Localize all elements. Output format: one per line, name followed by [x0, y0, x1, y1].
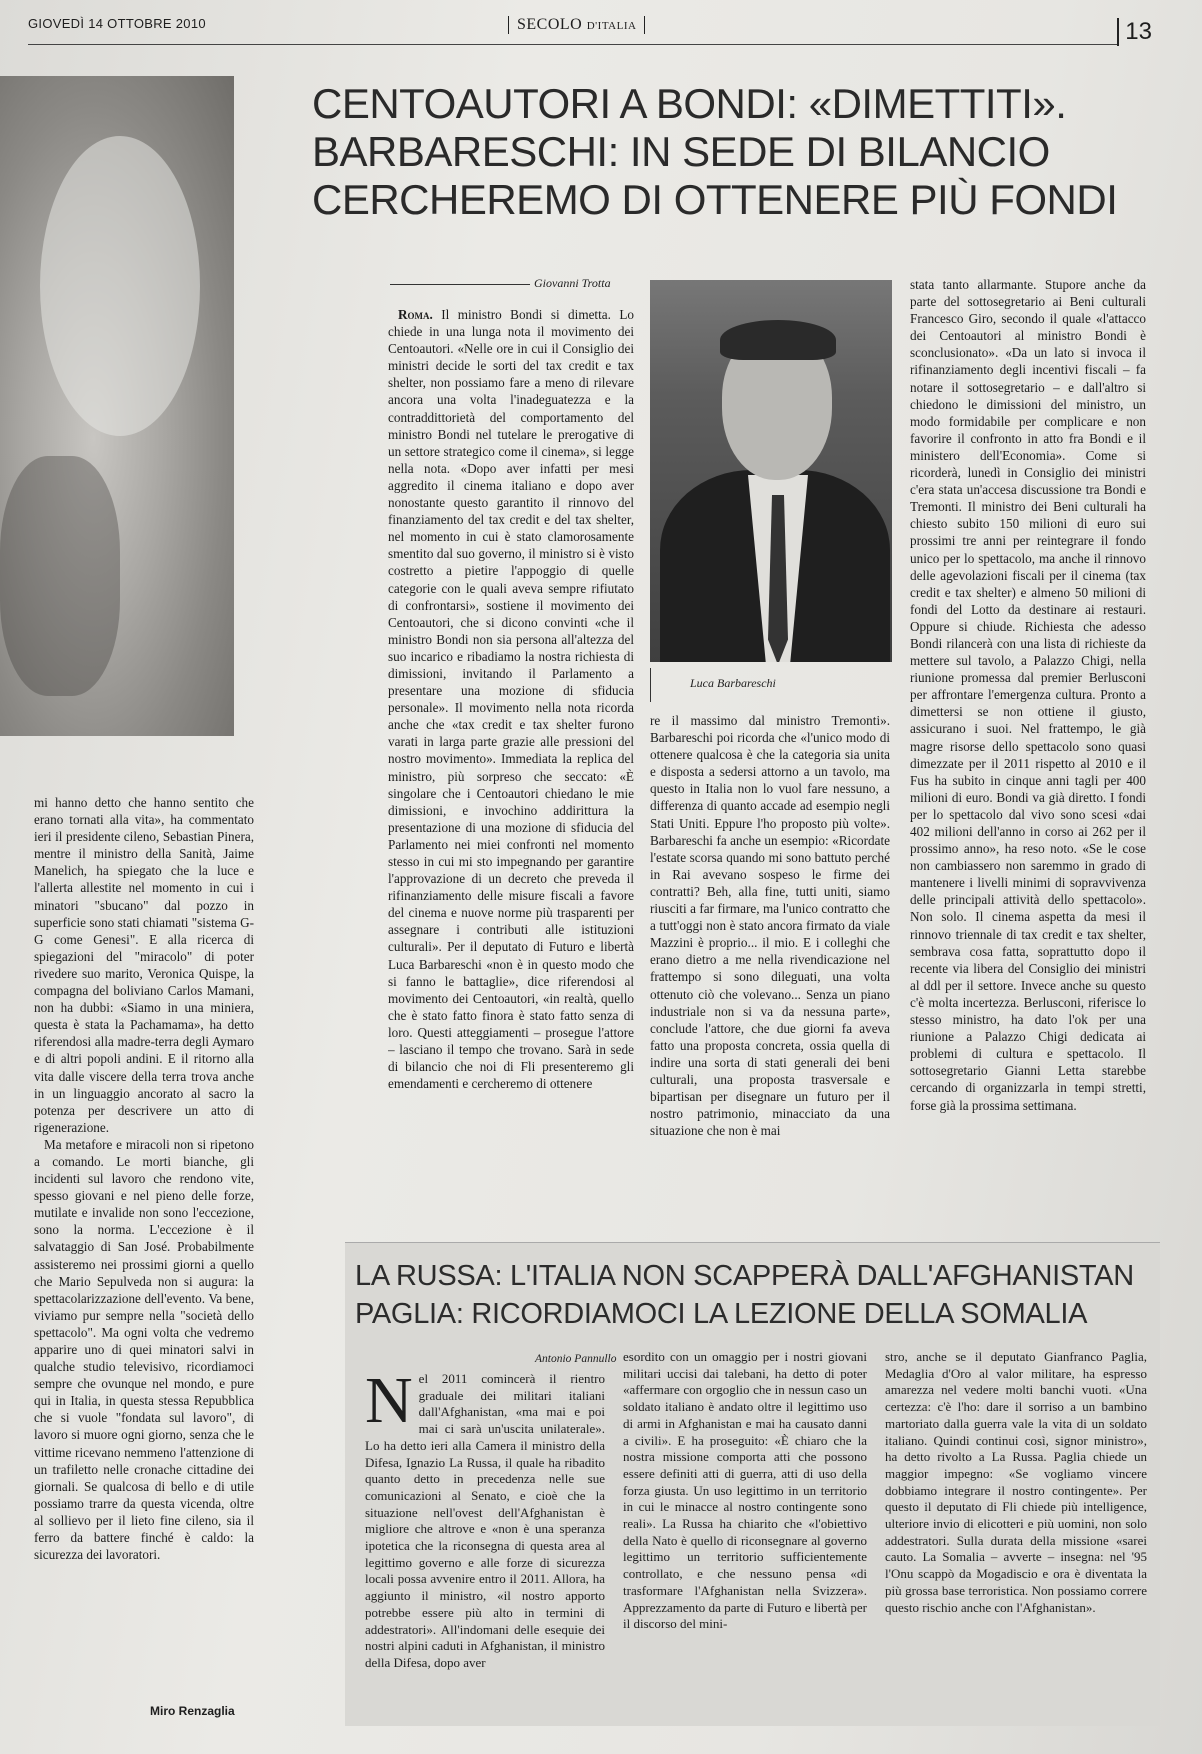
- header-rule: [28, 44, 1118, 45]
- box-headline-line: PAGLIA: RICORDIAMOCI LA LEZIONE DELLA SOMALIA: [355, 1298, 1088, 1330]
- column-text: Ma metafore e miracoli non si ripetono a comando. Le morti bianche, gli incidenti sul lavoro che rendono vite, spesso giovani e nel pieno delle forze, mutilate e invalide non sono l'eccezione, sono la norma. L'eccezione è il salvataggio di San José. Probabilmente assisteremo nei prossimi giorni a quello che Mario Sepulveda non si augura: la spettacolarizzazione dell'evento. Va bene, viviamo pur sempre nella "società dello spettacolo". Ma ogni volta che vedremo apparire uno di quei minatori salvi in qualche studio televisivo, ricordiamoci sempre che ovunque nel mondo, e pure qui in Italia, in questa stessa Repubblica che si vuole "fondata sul lavoro", di lavoro si muore ogni giorno, senza che le vittime ricevano nemmeno l'attenzione di un trafiletto nelle cronache cittadine dei giornali. Se qualcosa di bello e di utile possiamo trarre da questa vicenda, oltre al sollievo per il lieto fine cileno, sia il ferro da battere finché è caldo: la sicurezza dei lavoratori.: [34, 1136, 254, 1563]
- byline-rule: [390, 284, 530, 285]
- box-column-2: [623, 1349, 867, 1721]
- column-text: stro, anche se il deputato Gianfranco Paglia, Medaglia d'Oro al valor militare, ha espresso amarezza nel vedere molti banchi vuoti. «Una certezza: c'è l'ho: dare il sorriso a un bambino martoriato dalla guerra vale la vita di un soldato italiano. Quindi continui così, signor ministro», ha detto rivolto a La Russa. Paglia chiede un maggior impegno: «Se vogliamo vincere dobbiamo integrare il nostro contingente». Per questo il deputato di Fli chiede più intelligence, ulteriore invio di elicotteri e più uomini, non solo addestratori. Sulla durata della missione «sarei cauto. La Somalia – avverte – insegna: nel '95 l'Onu scappò da Mogadiscio e ora è diventata la più grossa base terroristica. Non possiamo correre questo rischio anche con l'Afghanistan».: [885, 1349, 1147, 1615]
- column-text: esordito con un omaggio per i nostri giovani militari uccisi dai talebani, ha detto di poter «affermare con orgoglio che in nessun caso un soldato italiano è andato oltre il legittimo uso di armi in Afghanistan e mai ha causato danni a civili». E ha proseguito: «È chiaro che la nostra missione comporta atti che possono essere definiti atti di guerra, atti di uso della forza giusta. Un uso legittimo in un territorio in cui le minacce al nostro contingente sono reali». La Russa ha chiarito che «l'obiettivo della Nato è quello di riconsegnare al governo legittimo un territorio sufficientemente controllato, e che nessuno pensa «di trasformare l'Afghanistan nella Svizzera». Apprezzamento da parte di Futuro e libertà per il discorso del mini-: [623, 1349, 867, 1632]
- russa-article-box: [345, 1242, 1160, 1726]
- main-byline: Giovanni Trotta: [534, 276, 611, 290]
- column-text: el 2011 comincerà il rientro graduale dei militari italiani dall'Afghanistan, «ma mai e poi mai ci sarà un'uscita unilaterale». Lo ha detto ieri alla Camera il ministro della Difesa, Ignazio La Russa, il quale ha ribadito quanto detto in precedenza nelle sue comunicazioni al Senato, e cioè che la situazione nell'ovest dell'Afghanistan è migliore che altrove e «non è una speranza ipotetica che la riconsegna di questa area al legittimo governo e alle forze di sicurezza locali possa avvenire entro il 2011. Allora, ha aggiunto il ministro, «il nostro apporto potrebbe essere più alto in termini di addestratori». All'indomani delle esequie dei nostri alpini caduti in Afghanistan, il ministro della Difesa, dopo aver: [365, 1371, 605, 1670]
- paper-name: SECOLO: [517, 16, 583, 33]
- barbareschi-photo: [650, 280, 892, 662]
- photo-hair: [720, 320, 836, 360]
- headline-line: BARBARESCHI: IN SEDE DI BILANCIO: [312, 128, 1050, 175]
- photo-caption: Luca Barbareschi: [690, 676, 776, 690]
- column-text: Il ministro Bondi si dimetta. Lo chiede in una lunga nota il movimento dei Centoautori. «Nelle ore in cui il Consiglio dei ministri decide le sorti del tax credit e tax shelter, non possiamo fare a meno di rilevare ancora una volta l'inadeguatezza e la contraddittorietà del comportamento del ministro Bondi nel tutelare le prerogative di un settore strategico come il cinema», si legge nella nota. «Dopo aver infatti per mesi aggredito il cinema italiano e dopo aver nonostante questo garantito il rinnovo del finanziamento del tax credit e del tax shelter, nel momento in cui è stato clamorosamente smentito dal suo governo, il ministro si è visto costretto a pietire l'appoggio di quelle categorie con le quali aveva sempre rifiutato di confrontarsi», sostiene il movimento dei Centoautori, che si dicono convinti «che il ministro Bondi non sia persona all'altezza del suo incarico e ribadiamo la nostra richiesta di dimissioni, invitando il Parlamento a presentare una mozione di sfiducia personale». Il movimento nella nota ricorda anche che «tax credit e tax shelter furono varati in larga parte grazie alle pressioni del nostro movimento». Immediata la replica del ministro, più sorpreso che seccato: «È singolare che i Centoautori chiedano le mie dimissioni, e invochino addirittura la presentazione di una mozione di sfiducia del Parlamento nei miei confronti nel momento stesso in cui mi sto impegnando per garantire l'approvazione di un decreto che preveda il rifinanziamento delle misure fiscali a favore del cinema e nuove norme più trasparenti per assegnare i contributi alle istituzioni culturali». Per il deputato di Futuro e libertà Luca Barbareschi «non è in questo modo che si fanno le battaglie», dice riferendosi al movimento dei Centoautori, «in realtà, quello che è stato fatto finora è stato fatto senza di loro. Questi atteggiamenti – prosegue l'attore – lasciano il tempo che trovano. Sarà in sede di bilancio che noi di Fli presenteremo gli emendamenti e cercheremo di ottenere: [388, 307, 634, 1092]
- left-article-signature: Miro Renzaglia: [150, 1704, 235, 1718]
- page-number: 13: [1117, 18, 1152, 46]
- headline-line: CERCHEREMO DI OTTENERE PIÙ FONDI: [312, 176, 1118, 223]
- left-article-photo: [0, 76, 234, 736]
- photo-highlight: [40, 136, 200, 436]
- main-article-column-2: [650, 712, 890, 1186]
- left-article-column: [34, 794, 254, 1704]
- main-article-column-3: [910, 276, 1146, 1186]
- box-byline: Antonio Pannullo: [535, 1353, 617, 1365]
- header-paper-name: [508, 16, 645, 34]
- box-headline: [355, 1257, 1155, 1333]
- drop-cap: N: [365, 1371, 413, 1437]
- column-text: mi hanno detto che hanno sentito che erano tornati alla vita», ha commentato ieri il presidente cileno, Sebastian Pinera, mentre il ministro della Sanità, Jaime Manelich, ha spiegato che la luce e l'allerta allestite nel momento in cui i minatori "sbucano" dal pozzo in superficie sono stati chiamati "sistema G-G come Genesi". E alla ricerca di spiegazioni del "miracolo" di poter rivedere suo marito, Veronica Quispe, la compagna del boliviano Carlos Mamani, non ha dubbi: «Siamo in una miniera, questa è stata la Pachamama», ha detto riferendosi alla madre-terra degli Aymaro e di altri popoli andini. E il ritorno alla vita dalle viscere della terra trova anche in un linguaggio ancorato al sacro la potenza per descrivere un atto di rigenerazione.: [34, 795, 254, 1135]
- caption-rule: [650, 668, 651, 702]
- main-headline: [312, 80, 1152, 224]
- column-text: stata tanto allarmante. Stupore anche da parte del sottosegretario ai Beni culturali Francesco Giro, secondo il quale «l'attacco dei Centoautori al ministro Bondi è sconclusionato». «Da un lato si invoca il rifinanziamento degli incentivi fiscali – fa notare il sottosegretario – e dall'altro si chiedono le dimissioni del ministro, un modo formidabile per complicare e non favorire il confronto in atto fra Bondi e il ministero dell'Economia». Come si ricorderà, lunedì in Consiglio dei ministri c'era stata un'accesa discussione tra Bondi e Tremonti. Il ministro dei Beni culturali ha chiesto subito 150 milioni di euro sui prossimi tre anni per reintegrare il fondo unico per lo spettacolo, ma anche il rinnovo delle agevolazioni fiscali per il cinema (tax credit e tax shelter) e almeno 50 milioni di fondi del Lotto da destinare ai restauri. Oppure si chiude. Richiesta che adesso Bondi rilancerà con una lista di richieste da mettere sul tavolo, a Palazzo Chigi, nella riunione promessa dal premier Berlusconi per affrontare l'emergenza cultura. Pronto a dimettersi se non ottiene il giusto, assicurano i suoi. Nel frattempo, le già magre risorse dello spettacolo sono quasi dimezzate per il 2011 rispetto al 2010 e il Fus ha subito in cinque anni tagli per 400 milioni di euro. Bondi va già diretto. I fondi per lo spettacolo dal vivo sono scesi «dai 402 milioni dell'anno in corso ai 262 per il prossimo anno», ha reso noto. «Se le cose non cambiassero non saremmo in grado di mantenere i livelli minimi di sopravvivenza delle principali attività dello spettacolo». Non solo. Il cinema aspetta da mesi il rinnovo triennale di tax credit e tax shelter, sembrava cosa fatta, soprattutto dopo il recente via libera del Consiglio dei ministri al ddl per il settore. Invece anche su questo c'è molta incertezza. Berlusconi, riferisce lo stesso ministro, ha dato l'ok per una riunione a Palazzo Chigi dedicata ai problemi di cultura e spettacolo. Il sottosegretario Gianni Letta starebbe cercando di organizzarla in tempi stretti, forse già la prossima settimana.: [910, 277, 1146, 1113]
- page-header: [28, 12, 1152, 52]
- box-column-1: [365, 1371, 605, 1721]
- column-text: re il massimo dal ministro Tremonti». Barbareschi poi ricorda che «l'unico modo di ottenere qualcosa è che la categoria sia unita e disposta a sedersi attorno a un tavolo, ma questo in Italia non lo vuol fare nessuno, a differenza di quanto accade ad esempio negli Stati Uniti. Eppure l'ho proposto più volte». Barbareschi fa anche un esempio: «Ricordate l'estate scorsa quando mi sono battuto perché in Rai avevano sospeso le firme dei contratti? Beh, alla fine, tutti uniti, siamo riusciti a far firmare, ma l'unico contratto che a tutt'oggi non è stato ancora firmato da viale Mazzini è proprio... il mio. E i colleghi che erano dietro a me nella rivendicazione nel frattempo si sono dileguati, una volta ottenuto ciò che volevano... Senza un piano industriale non si va da nessuna parte», conclude l'attore, che due giorni fa aveva fatto una proposta concreta, ossia quella di indire una sorta di stati generali dei beni culturali, una proposta trasversale e bipartisan per disegnare un futuro per il nostro patrimonio, minacciato da una situazione che non è mai: [650, 713, 890, 1139]
- photo-shadow: [0, 456, 120, 696]
- box-headline-line: LA RUSSA: L'ITALIA NON SCAPPERÀ DALL'AFGHANISTAN: [355, 1260, 1134, 1292]
- dateline: Roma.: [398, 307, 433, 322]
- headline-line: CENTOAUTORI A BONDI: «DIMETTITI».: [312, 80, 1067, 127]
- main-article-column-1: [388, 306, 634, 1186]
- paper-name-suffix: D'ITALIA: [586, 20, 637, 32]
- box-column-3: [885, 1349, 1147, 1721]
- header-date: GIOVEDÌ 14 OTTOBRE 2010: [28, 16, 206, 31]
